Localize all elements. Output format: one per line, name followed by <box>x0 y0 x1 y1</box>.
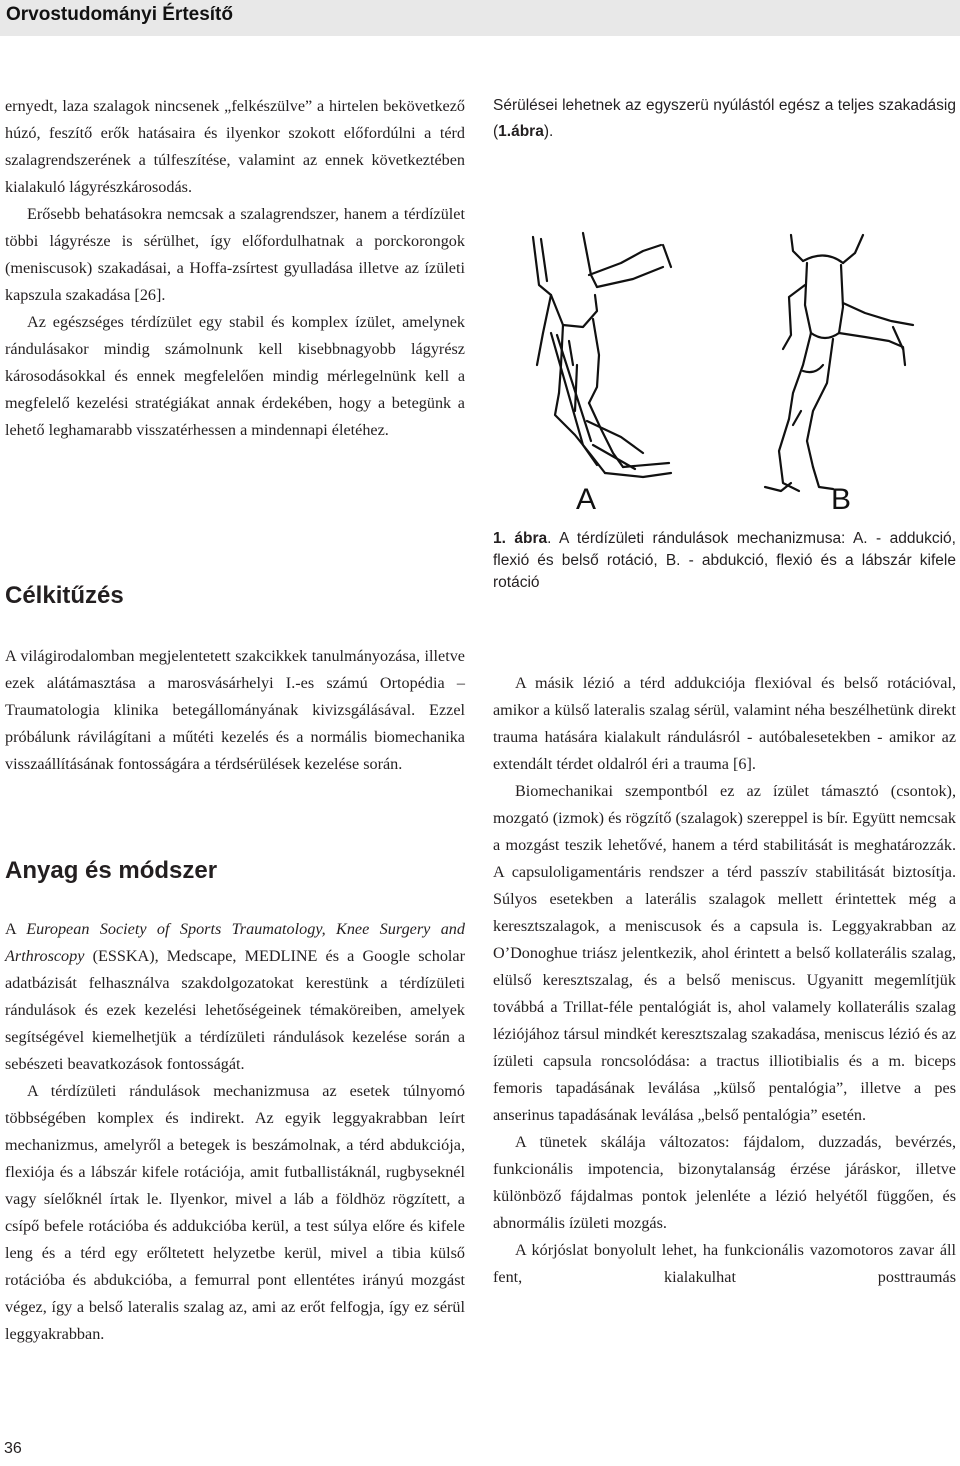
paragraph: A tünetek skálája változatos: fájdalom, duzzadás, bevérzés, funkcionális impotencia, bizonytalanság érzése járáskor, illetve különböző fájdalmas pontok jelenléte a lézió helyétől függően, és abnormális ízületi mozgás. <box>493 1133 956 1232</box>
paragraph: Biomechanikai szempontból ez az ízület támasztó (csontok), mozgató (izmok) és rögzítő (szalagok) szereppel is bír. Együtt nemcsak a mozgást teszik lehetővé, hanem a térd stabilitását is meghatározzák. A capsuloligamentáris rendszer a térd passzív stabilitását biztosítja. Súlyos esetekben a laterális szalagok mellett érintettek még a keresztszalagok, a meniscusok és a capsula is. Leggyakrabban az O’Donoghue triász jelentkezik, ahol érintett a belső kollaterális szalag, elülső keresztszalag, és a belső meniscus. Ugyanitt megemlítjük továbbá a Trillat-féle pentalógiát is, ahol valamely kollaterális szalag léziójához társul mindkét keresztszalag szakadása, meniscus lézió és az ízületi capsula roncsolódása: a tractus illiotibialis és a m. biceps femoris tapadásának leválása „külső pentalógia”, illetve a pes anserinus tapadásának leválása „belső pentalógia” esetén. <box>493 782 956 1124</box>
figure-caption <box>493 528 956 594</box>
figure-label-a: A <box>576 483 597 516</box>
figure-knee-mechanism <box>493 215 956 525</box>
left-column-top <box>5 93 465 444</box>
materials-section <box>5 916 465 1348</box>
paragraph <box>5 916 465 1078</box>
section-heading-materials: Anyag és módszer <box>5 857 218 884</box>
paragraph: A kórjóslat bonyolult lehet, ha funkcionális vazomotoros zavar áll fent, kialakulhat posttraumás <box>493 1241 956 1286</box>
paragraph: A világirodalomban megjelentetett szakcikkek tanulmányozása, illetve ezek alátámasztása a marosvásárhelyi I.-es számú Ortopédia – Traumatologia klinika betegállományának kivizsgálásával. Ezzel próbálunk rávilágítani a műtéti kezelés és a normális biomechanika visszaállításának fontosságára a térdsérülések kezelése során. <box>5 647 465 773</box>
paragraph: ernyedt, laza szalagok nincsenek „felkészülve” a hirtelen bekövetkező húzó, feszítő erők hatásaira és ilyenkor szokott előfordúlni a térd szalagrendszerének a túlfeszítése, valamint az ennek következtében kialakuló lágyrészkárosodás. <box>5 97 465 196</box>
text-span: Sérülései lehetnek az egyszerü nyúlástól egész a teljes szakadásig ( <box>493 97 956 140</box>
journal-header <box>0 0 960 36</box>
caption-text: . A térdízületi rándulások mechanizmusa: A. - addukció, flexió és belső rotáció, B. - abdukció, flexió és a lábszár kifele rotáció <box>493 530 956 591</box>
journal-title: Orvostudományi Értesítő <box>6 4 233 25</box>
paragraph: Az egészséges térdízület egy stabil és komplex ízület, amelynek rándulásakor mindig számolnunk kell kisebbnagyobb lágyrész károsodásokkal és ennek megfelelően mindig mérlegelnünk kell a megfelelő kezelési stratégiákat annak érdekében, hogy a betegünk a lehető leghamarabb visszatérhessen a mindennapi életéhez. <box>5 313 465 439</box>
text-span: ). <box>543 123 554 140</box>
text-span: A <box>5 920 27 938</box>
paragraph: A másik lézió a térd addukciója flexióval és belső rotációval, amikor a külső lateralis szalag sérül, valamint néha beszélhetünk direkt trauma hatására kialakult rándulásról - autóbalesetekben - amikor az extendált térdet oldalról éri a trauma [6]. <box>493 674 956 773</box>
paragraph: A térdízületi rándulások mechanizmusa az esetek túlnyomó többségében komplex és indirekt. Az egyik leggyakrabban leírt mechanizmus, amelyről a betegek is beszámolnak, a térd abdukciója, flexiója és a lábszár kifele rotációja, amit futballistáknál, rugbyseknél vagy síelőknél írtak le. Ilyenkor, mivel a láb a földhöz rögzített, a csípő befele rotációba és addukcióba kerül, a test súlya előre és kifele leng és a térd egy erőltetett helyzetbe kerül, mivel a tibia külső rotációba és abdukcióba, a femurral pont ellentétes irányú mozgást végez, így a belső lateralis szalag az, ami az erőt felfogja, így ez sérül leggyakrabban. <box>5 1082 465 1343</box>
figure-reference[interactable]: 1.ábra <box>498 123 544 140</box>
figure-a-drawing <box>533 233 671 477</box>
text-span: (ESSKA), Medscape, MEDLINE és a Google scholar adatbázisát felhasználva szakdolgozatokat kerestünk a térdízületi rándulások és ezek kezelési lehetőségeinek témaköreiben, amelyek segítségével kiemelhetjük a térdízületi rándulások kezelése során a sebészeti beavatkozások fontosságát. <box>5 947 465 1073</box>
caption-label: 1. ábra <box>493 530 548 547</box>
objective-section <box>5 643 465 778</box>
paragraph: Erősebb behatásokra nemcsak a szalagrendszer, hanem a térdízület többi lágyrésze is sérülhet, így előfordulhatnak a porckorongok (meniscusok) szakadásai, a Hoffa-zsírtest gyulladása illetve az ízületi kapszula szakadása [26]. <box>5 205 465 304</box>
knee-sprain-illustration <box>493 215 956 525</box>
figure-label-b: B <box>831 483 852 516</box>
right-column-bottom <box>493 670 956 1291</box>
right-column-top <box>493 93 956 145</box>
society-name: European Society of Sports Traumatology, Knee Surgery and Arthroscopy <box>5 920 465 965</box>
figure-b-drawing <box>765 235 913 491</box>
page-number: 36 <box>4 1440 22 1457</box>
paragraph <box>493 93 956 145</box>
section-heading-objective: Célkitűzés <box>5 582 124 609</box>
